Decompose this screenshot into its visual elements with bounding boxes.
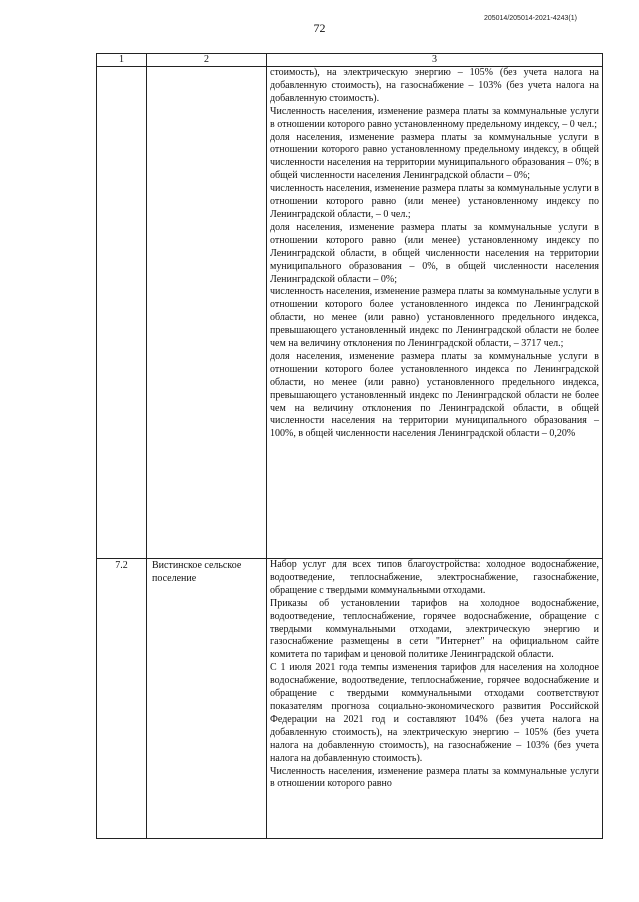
table-row	[97, 67, 603, 559]
document-code: 205014/205014-2021-4243(1)	[483, 15, 577, 22]
table-row	[97, 559, 603, 839]
row-number	[97, 67, 147, 559]
municipality-name: Вистинское сельское поселение	[147, 559, 267, 839]
row-description	[267, 67, 603, 559]
paragraph: доля населения, изменение размера платы за коммунальные услуги в отношении которого более установленного индекса по Ленинградской области, но менее (или равно) установленного предельного индекса, превышающего установленный индекс по Ленинградской области не более чем на величину отклонения по Ленинградской области, в общей численности населения на территории муниципального образования – 100%, в общей численности населения Ленинградской области – 0,20%	[270, 350, 599, 440]
row-description	[267, 559, 603, 839]
municipality-name	[147, 67, 267, 559]
content-table	[96, 53, 603, 839]
column-header-2: 2	[147, 54, 267, 67]
paragraph: стоимость), на электрическую энергию – 105% (без учета налога на добавленную стоимость), на газоснабжение – 103% (без учета налога на добавленную стоимость).	[270, 67, 599, 104]
paragraph: численность населения, изменение размера платы за коммунальные услуги в отношении которого более установленного индекса по Ленинградской области, но менее (или равно) установленного предельного индекса, превышающего установленный индекс по Ленинградской области не более чем на величину отклонения по Ленинградской области, – 3717 чел.;	[270, 286, 599, 350]
paragraph: С 1 июля 2021 года темпы изменения тарифов для населения на холодное водоснабжение, водоотведение, теплоснабжение, горячее водоснабжение и обращение с твердыми коммунальными отходами соответствуют показателям прогноза социально-экономического развития Российской Федерации на 2021 год и составляют 104% (без учета налога на добавленную стоимость), на электрическую энергию – 105% (без учета налога на добавленную стоимость), на газоснабжение – 103% (без учета налога на добавленную стоимость).	[270, 662, 599, 764]
paragraph: доля населения, изменение размера платы за коммунальные услуги в отношении которого равно установленному предельному индексу, в общей численности населения на территории муниципального образования – 0%; в общей численности населения Ленинградской области – 0%;	[270, 131, 599, 182]
column-header-3: 3	[267, 54, 603, 67]
row-number: 7.2	[97, 559, 147, 839]
paragraph: доля населения, изменение размера платы за коммунальные услуги в отношении которого равно (или менее) установленному индексу по Ленинградской области, в общей численности населения на территории муниципального образования – 0%, в общей численности населения Ленинградской области – 0%;	[270, 221, 599, 285]
page-number: 72	[313, 21, 326, 35]
column-header-1: 1	[97, 54, 147, 67]
table-header-row	[97, 54, 603, 67]
paragraph: Численность населения, изменение размера платы за коммунальные услуги в отношении которого равно установленному предельному индексу, – 0 чел.;	[270, 105, 599, 130]
paragraph: Набор услуг для всех типов благоустройства: холодное водоснабжение, водоотведение, теплоснабжение, электроснабжение, газоснабжение, обращение с твердыми коммунальными отходами.	[270, 559, 599, 596]
paragraph: Приказы об установлении тарифов на холодное водоснабжение, водоотведение, теплоснабжение, горячее водоснабжение, обращение с твердыми коммунальными отходами, электрическую энергию и газоснабжение размещены в сети "Интернет" на официальном сайте комитета по тарифам и ценовой политике Ленинградской области.	[270, 597, 599, 661]
paragraph: Численность населения, изменение размера платы за коммунальные услуги в отношении которого равно	[270, 765, 599, 790]
paragraph: численность населения, изменение размера платы за коммунальные услуги в отношении которого равно (или менее) установленному индексу по Ленинградской области, – 0 чел.;	[270, 183, 599, 220]
